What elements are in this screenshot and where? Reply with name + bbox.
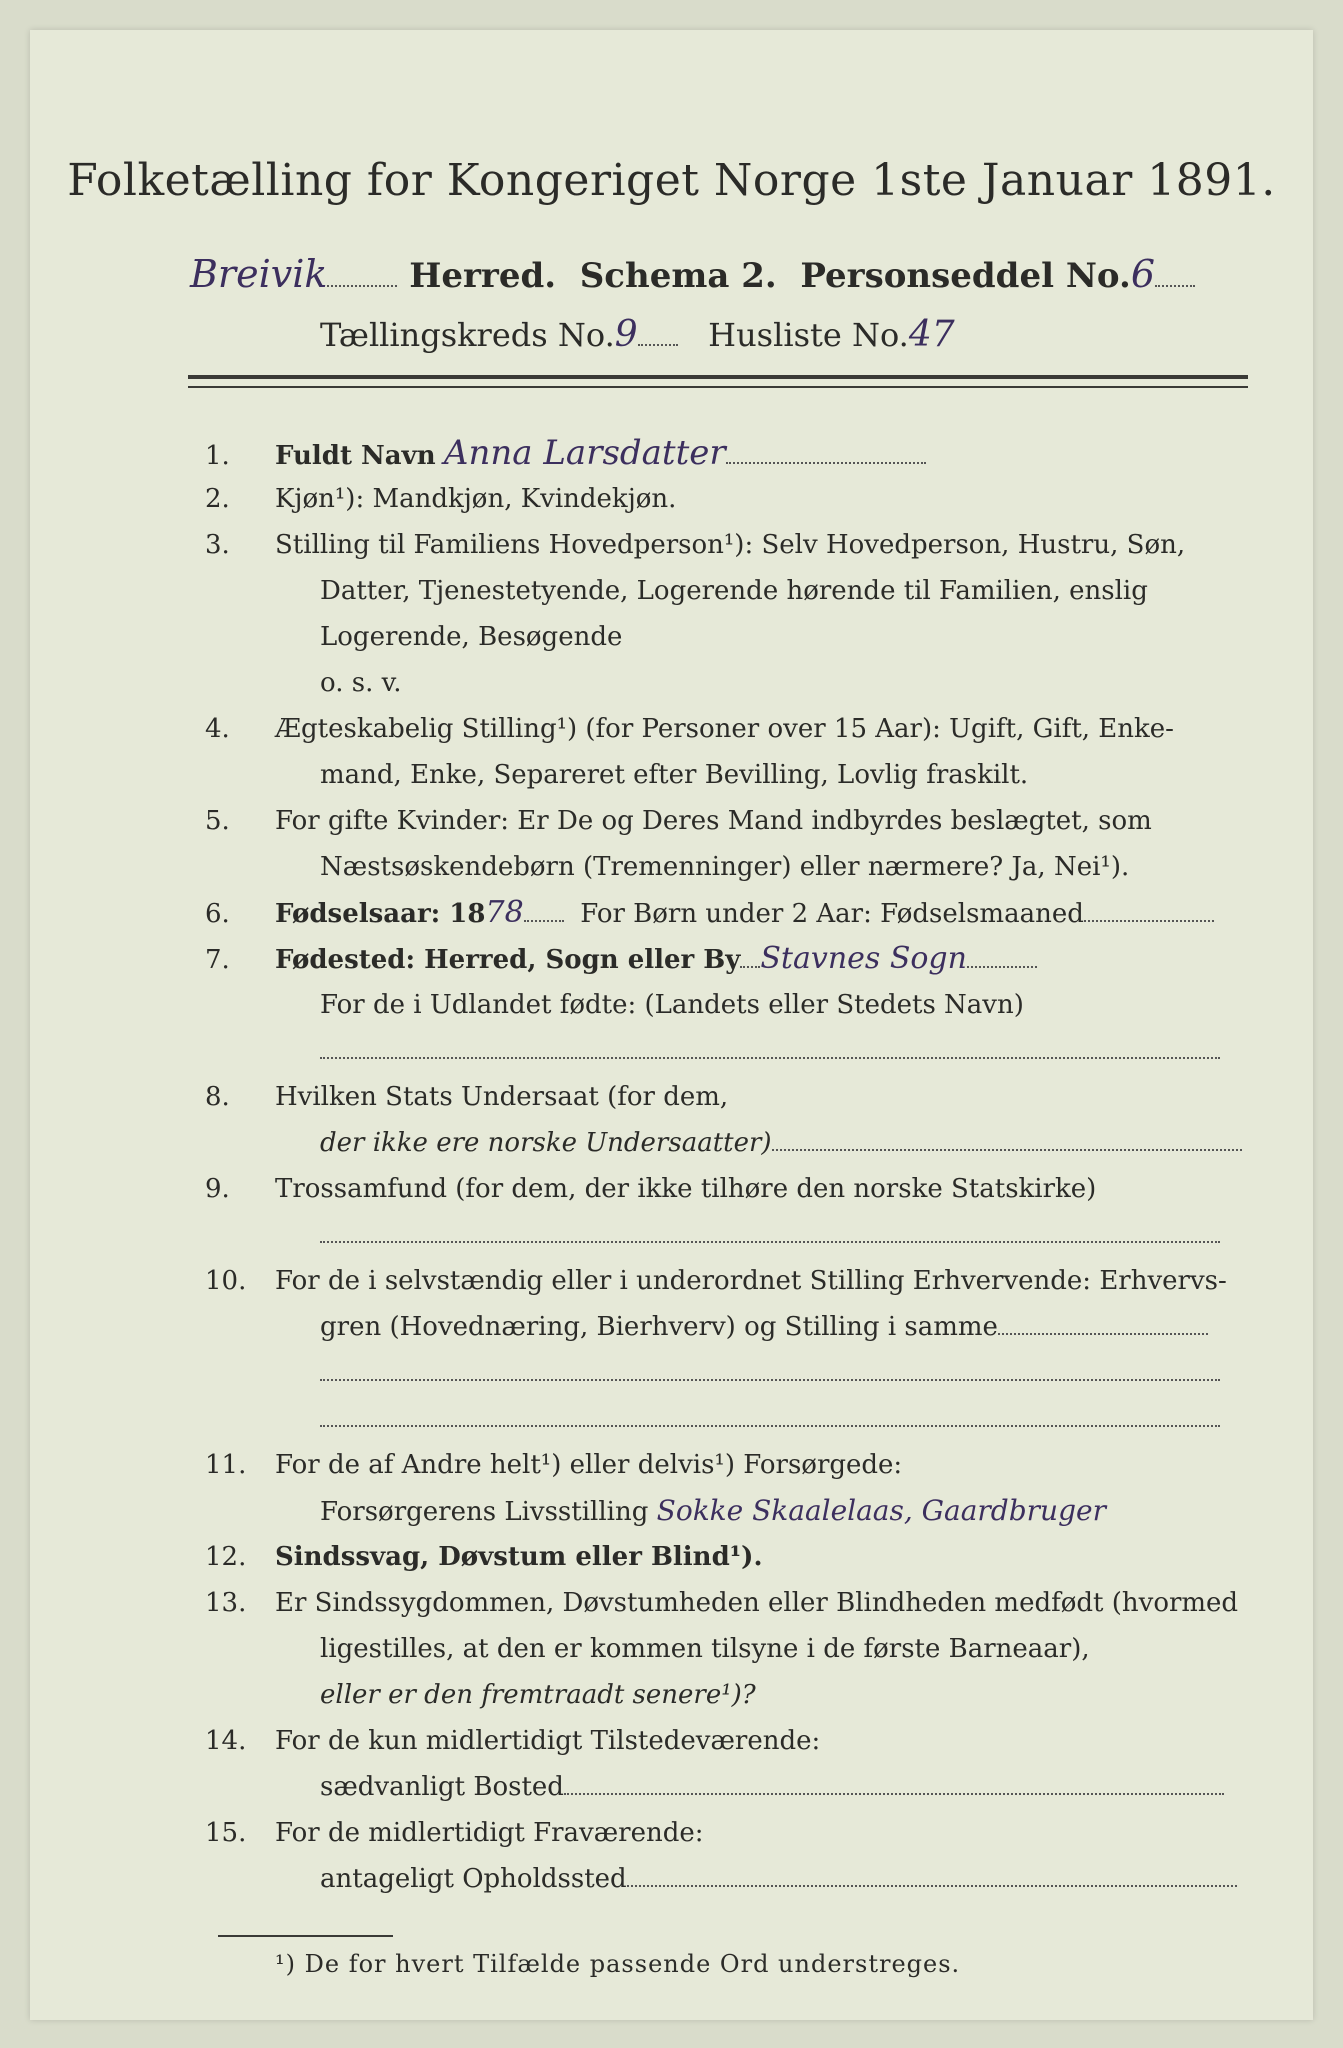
- question-8-line2: der ikke ere norske Undersaatter): [320, 1120, 1242, 1166]
- question-10: 10. For de i selvstændig eller i underordnet Stilling Erhvervende: Erhvervs-: [205, 1266, 1227, 1296]
- question-3-line2: Datter, Tjenestetyende, Logerende hørende til Familien, enslig: [320, 576, 1148, 606]
- birthyear-answer: 78: [485, 895, 524, 930]
- question-2: 2. Kjøn¹): Mandkjøn, Kvindekjøn.: [205, 484, 677, 514]
- question-4-line2: mand, Enke, Separeret efter Bevilling, Lovlig fraskilt.: [320, 760, 1029, 790]
- question-3-line4: o. s. v.: [320, 668, 402, 698]
- question-7: 7. Fødested: Herred, Sogn eller By Stavnes Sogn: [205, 936, 1037, 983]
- question-15-line2: antageligt Opholdssted: [320, 1856, 1237, 1902]
- question-8: 8. Hvilken Stats Undersaat (for dem,: [205, 1082, 729, 1112]
- question-6: 6. Fødselsaar: 1878 For Børn under 2 Aar: Fødselsmaaned: [205, 890, 1214, 937]
- header-rule-thin: [188, 386, 1248, 388]
- question-14-line2: sædvanligt Bosted: [320, 1764, 1224, 1810]
- question-9-blank: [320, 1212, 1220, 1258]
- husliste-label: Husliste No.: [708, 316, 909, 354]
- herred-label: Herred.: [409, 256, 557, 296]
- question-11: 11. For de af Andre helt¹) eller delvis¹) Forsørgede:: [205, 1450, 903, 1480]
- husliste-value: 47: [908, 314, 955, 355]
- question-10-blank2: [320, 1396, 1220, 1442]
- question-4: 4. Ægteskabelig Stilling¹) (for Personer over 15 Aar): Ugift, Gift, Enke-: [205, 714, 1174, 744]
- question-3: 3. Stilling til Familiens Hovedperson¹): Selv Hovedperson, Hustru, Søn,: [205, 530, 1186, 560]
- name-answer: Anna Larsdatter: [443, 433, 726, 473]
- question-5-line2: Næstsøskendebørn (Tremenninger) eller nærmere? Ja, Nei¹).: [320, 852, 1130, 882]
- schema-label: Schema 2.: [579, 256, 777, 296]
- question-3-line3: Logerende, Besøgende: [320, 622, 623, 652]
- question-10-blank1: [320, 1350, 1220, 1396]
- form-title: Folketælling for Kongeriget Norge 1ste Januar 1891.: [67, 155, 1276, 206]
- question-9: 9. Trossamfund (for dem, der ikke tilhøre den norske Statskirke): [205, 1174, 1097, 1204]
- census-form: [30, 30, 1313, 2020]
- question-11-line2: Forsørgerens Livsstilling Sokke Skaalelaas, Gaardbruger: [320, 1494, 1106, 1527]
- question-14: 14. For de kun midlertidigt Tilstedeværende:: [205, 1726, 821, 1756]
- question-12: 12. Sindssvag, Døvstum eller Blind¹).: [205, 1542, 763, 1572]
- question-1: 1. Fuldt Navn Anna Larsdatter: [205, 430, 926, 479]
- personseddel-label: Personseddel No.: [800, 256, 1131, 296]
- question-13-line3: eller er den fremtraadt senere¹)?: [320, 1680, 756, 1710]
- footnote: ¹) De for hvert Tilfælde passende Ord understreges.: [275, 1950, 961, 1978]
- question-7-blank: [320, 1028, 1220, 1074]
- kreds-value: 9: [614, 314, 638, 355]
- question-5: 5. For gifte Kvinder: Er De og Deres Mand indbyrdes beslægtet, som: [205, 806, 1152, 836]
- herred-value: Breivik: [190, 252, 328, 296]
- personseddel-value: 6: [1130, 252, 1156, 296]
- header-line-kreds: [320, 314, 955, 355]
- header-line-herred: [190, 252, 1195, 296]
- footnote-rule: [218, 1935, 393, 1937]
- provider-answer: Sokke Skaalelaas, Gaardbruger: [656, 1494, 1106, 1527]
- header-rule: [188, 375, 1248, 379]
- question-13: 13. Er Sindssygdommen, Døvstumheden eller Blindheden medfødt (hvormed: [205, 1588, 1239, 1618]
- question-7-line2: For de i Udlandet fødte: (Landets eller Stedets Navn): [320, 990, 1024, 1020]
- kreds-label: Tællingskreds No.: [320, 316, 615, 354]
- question-10-line2: gren (Hovednæring, Bierhverv) og Stilling i samme: [320, 1304, 1208, 1350]
- birthplace-answer: Stavnes Sogn: [760, 941, 967, 976]
- question-13-line2: ligestilles, at den er kommen tilsyne i de første Barneaar),: [320, 1634, 1090, 1664]
- question-15: 15. For de midlertidigt Fraværende:: [205, 1818, 704, 1848]
